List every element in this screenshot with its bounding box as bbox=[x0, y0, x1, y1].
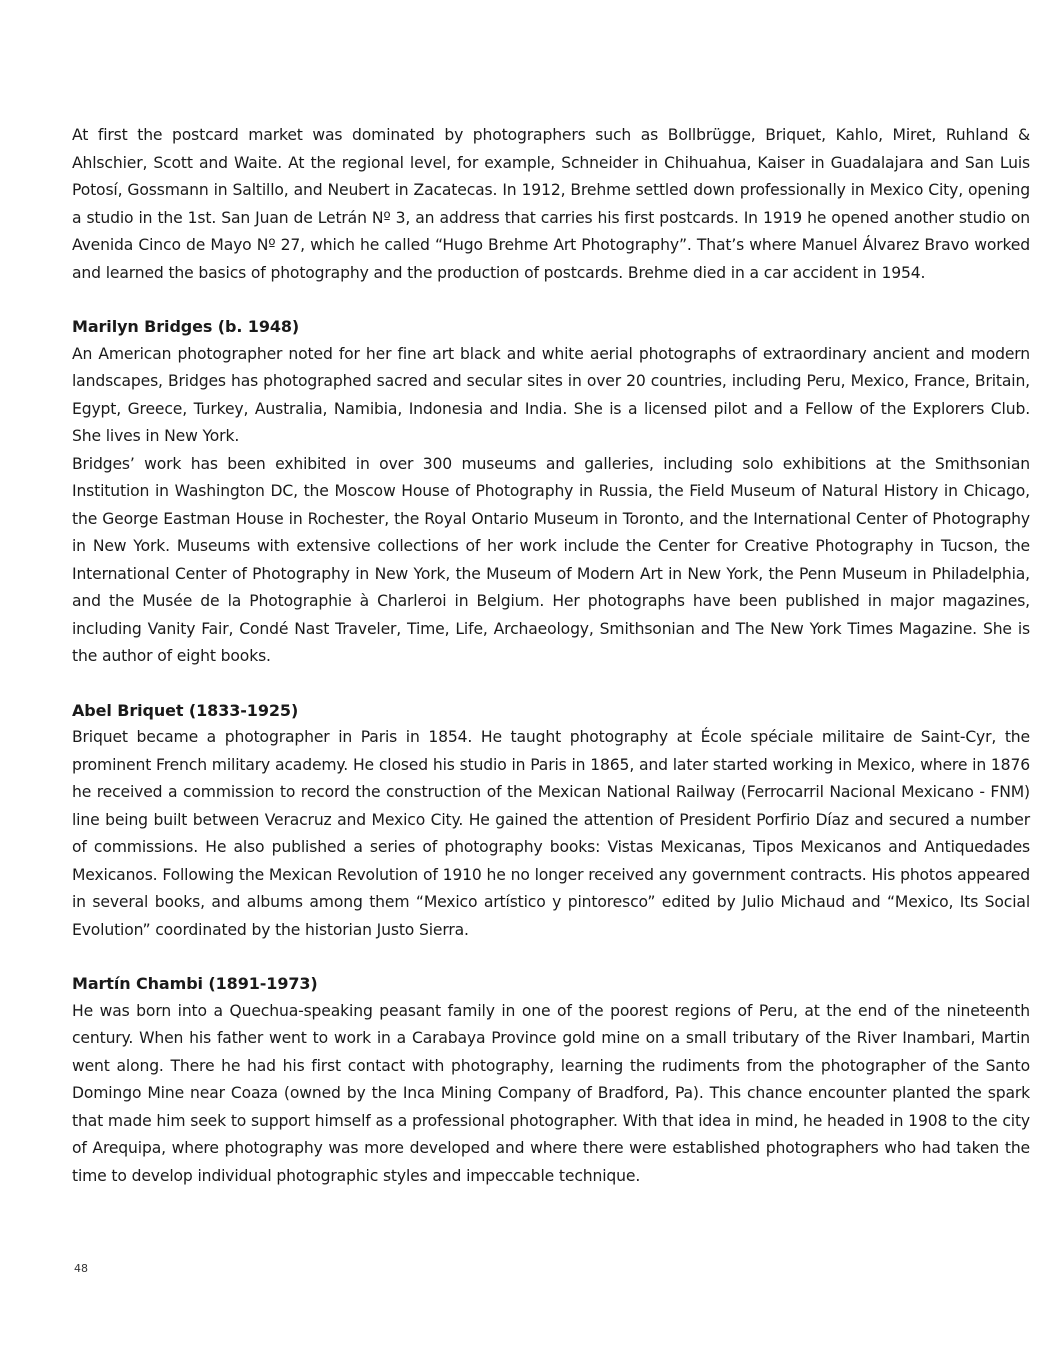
entry-paragraph: He was born into a Quechua-speaking peasant family in one of the poorest regions of Peru, at the end of the nineteenth century. When his father went to work in a Carabaya Province gold mine on a small tributary of the River Inambari, Martin went along. There he had his first contact with photography, learning the rudiments from the photographer of the Santo Domingo Mine near Coaza (owned by the Inca Mining Company of Bradford, Pa). This chance encounter planted the spark that made him seek to support himself as a professional photographer. With that idea in mind, he headed in 1908 to the city of Arequipa, where photography was more developed and where there were established photographers who had taken the time to develop individual photographic styles and impeccable technique. bbox=[72, 1001, 1030, 1185]
entry-heading: Marilyn Bridges (b. 1948) bbox=[72, 317, 300, 336]
entry-martin-chambi bbox=[72, 970, 1030, 1190]
entry-paragraph: Briquet became a photographer in Paris in 1854. He taught photography at École spéciale militaire de Saint-Cyr, the prominent French military academy. He closed his studio in Paris in 1865, and later started working in Mexico, where in 1876 he received a commission to record the construction of the Mexican National Railway (Ferrocarril Nacional Mexicano - FNM) line being built between Veracruz and Mexico City. He gained the attention of President Porfirio Díaz and secured a number of commissions. He also published a series of photography books: Vistas Mexicanas, Tipos Mexicanos and Antiquedades Mexicanos. Following the Mexican Revolution of 1910 he no longer received any government contracts. His photos appeared in several books, and albums among them “Mexico artístico y pintoresco” edited by Julio Michaud and “Mexico, Its Social Evolution” coordinated by the historian Justo Sierra. bbox=[72, 728, 1030, 939]
section-spacer bbox=[72, 944, 1030, 970]
intro-paragraph: At first the postcard market was dominated by photographers such as Bollbrügge, Briquet, Kahlo, Miret, Ruhland & Ahlschier, Scott and Waite. At the regional level, for example, Schneider in Chihuahua, Kaiser in Guadalajara and San Luis Potosí, Gossmann in Saltillo, and Neubert in Zacatecas. In 1912, Brehme settled down professionally in Mexico City, opening a studio in the 1st. San Juan de Letrán Nº 3, an address that carries his first postcards. In 1919 he opened another studio on Avenida Cinco de Mayo Nº 27, which he called “Hugo Brehme Art Photography”. That’s where Manuel Álvarez Bravo worked and learned the basics of photography and the production of postcards. Brehme died in a car accident in 1954. bbox=[72, 126, 1030, 282]
page-number: 48 bbox=[74, 1262, 88, 1275]
section-spacer bbox=[72, 671, 1030, 697]
page-body bbox=[72, 122, 1030, 1190]
section-spacer bbox=[72, 287, 1030, 313]
entry-paragraph: Bridges’ work has been exhibited in over 300 museums and galleries, including solo exhibitions at the Smithsonian Institution in Washington DC, the Moscow House of Photography in Russia, the Field Museum of Natural History in Chicago, the George Eastman House in Rochester, the Royal Ontario Museum in Toronto, and the International Center of Photography in New York. Museums with extensive collections of her work include the Center for Creative Photography in Tucson, the International Center of Photography in New York, the Museum of Modern Art in New York, the Penn Museum in Philadelphia, and the Musée de la Photographie à Charleroi in Belgium. Her photographs have been published in major magazines, including Vanity Fair, Condé Nast Traveler, Time, Life, Archaeology, Smithsonian and The New York Times Magazine. She is the author of eight books. bbox=[72, 454, 1030, 665]
entry-heading: Abel Briquet (1833-1925) bbox=[72, 700, 299, 720]
entry-abel-briquet bbox=[72, 697, 1030, 945]
entry-paragraph: An American photographer noted for her fine art black and white aerial photographs of extraordinary ancient and modern landscapes, Bridges has photographed sacred and secular sites in over 20 countries, including Peru, Mexico, France, Britain, Egypt, Greece, Turkey, Australia, Namibia, Indonesia and India. She is a licensed pilot and a Fellow of the Explorers Club. She lives in New York. bbox=[72, 344, 1030, 445]
entry-heading: Martín Chambi (1891-1973) bbox=[72, 974, 318, 993]
entry-marilyn-bridges bbox=[72, 313, 1030, 671]
